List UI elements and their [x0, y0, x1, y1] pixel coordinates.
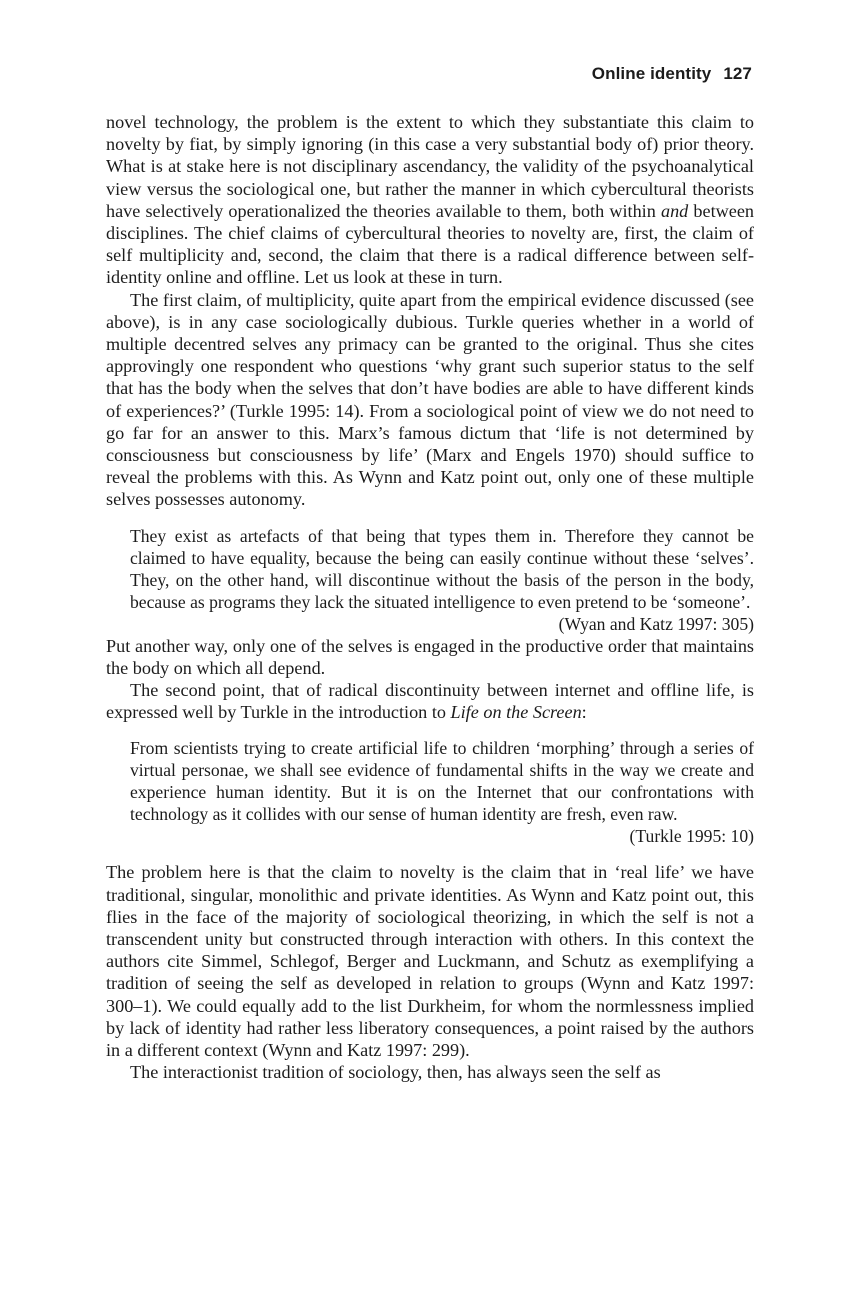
paragraph-multiplicity: The first claim, of multiplicity, quite apart from the empirical evidence discussed (see above), is in any case sociologically dubious. Turkle queries whether in a world of multiple decentred selves any primacy can be granted to the original. Thus she cites approvingly one respondent who questions ‘why grant such superior status to the self that has the body when the selves that don’t have bodies are able to have different kinds of experiences?’ (Turkle 1995: 14). From a sociological point of view we do not need to go far for an answer to this. Marx’s famous dictum that ‘life is not determined by consciousness but consciousness by life’ (Marx and Engels 1970) should suffice to reveal the problems with this. As Wynn and Katz point out, only one of these multiple selves possesses autonomy.: [106, 289, 754, 510]
paragraph-continued: [106, 111, 754, 289]
paragraph-interactionist: The interactionist tradition of sociology, then, has always seen the self as: [130, 1062, 661, 1083]
page-body: [106, 111, 754, 1084]
running-head: [592, 64, 752, 84]
page-number: 127: [723, 64, 752, 83]
block-quote-2-text: From scientists trying to create artificial life to children ‘morphing’ through a series of virtual personae, we shall see evidence of fundamental shifts in the way we create and experience human identity. But it is on the Internet that our confrontations with technology as it collides with our sense of human identity are fresh, even raw.: [130, 738, 754, 825]
paragraph-the-problem: The problem here is that the claim to novelty is the claim that in ‘real life’ we have traditional, singular, monolithic and private identities. As Wynn and Katz point out, this flies in the face of the majority of sociological theorizing, in which the self is not a transcendent unity but constructed through interaction with others. In this context the authors cite Simmel, Schlegof, Berger and Luckmann, and Schutz as exemplifying a tradition of seeing the self as developed in relation to groups (Wynn and Katz 1997: 300–1). We could equally add to the list Durkheim, for whom the normlessness implied by lack of identity had rather less liberatory consequences, a point raised by the authors in a different context (Wynn and Katz 1997: 299).: [106, 862, 754, 1061]
block-quote-1-text: They exist as artefacts of that being that types them in. Therefore they cannot be claimed to have equality, because the being can easily continue without these ‘selves’. They, on the other hand, will discontinue without the basis of the person in the body, because as programs they lack the situated intelligence to even pretend to be ‘someone’.: [130, 525, 754, 612]
block-quote-turkle: [130, 737, 754, 847]
paragraph-1-text-b: between disciplines. The chief claims of cybercultural theories to novelty are, first, the claim of self multiplicity and, second, the claim that there is a radical difference between self-identity online and offline. Let us look at these in turn.: [106, 200, 754, 288]
block-quote-2-citation: (Turkle 1995: 10): [629, 826, 754, 847]
paragraph-1-emphasis: and: [660, 200, 689, 221]
block-quote-1-citation: (Wyan and Katz 1997: 305): [558, 613, 754, 634]
paragraph-second-point: [106, 679, 754, 723]
paragraph-1-text-a: novel technology, the problem is the extent to which they substantiate this claim to novelty by fiat, by simply ignoring (in this case a very substantial body of) prior theory. What is at stake here is not disciplinary ascendancy, the validity of the psychoanalytical view versus the sociological one, but rather the manner in which cybercultural theorists have selectively operationalized the theories available to them, both within: [106, 112, 754, 221]
paragraph-4-text-a: The second point, that of radical discontinuity between internet and offline life, is expressed well by Turkle in the introduction to: [106, 680, 754, 723]
book-title-life-on-the-screen: Life on the Screen: [450, 702, 582, 723]
paragraph-put-another-way: Put another way, only one of the selves is engaged in the productive order that maintains the body on which all depend.: [106, 635, 754, 678]
chapter-title: Online identity: [591, 64, 712, 83]
paragraph-4-text-b: :: [581, 702, 587, 723]
block-quote-wynn-katz: [130, 525, 754, 635]
